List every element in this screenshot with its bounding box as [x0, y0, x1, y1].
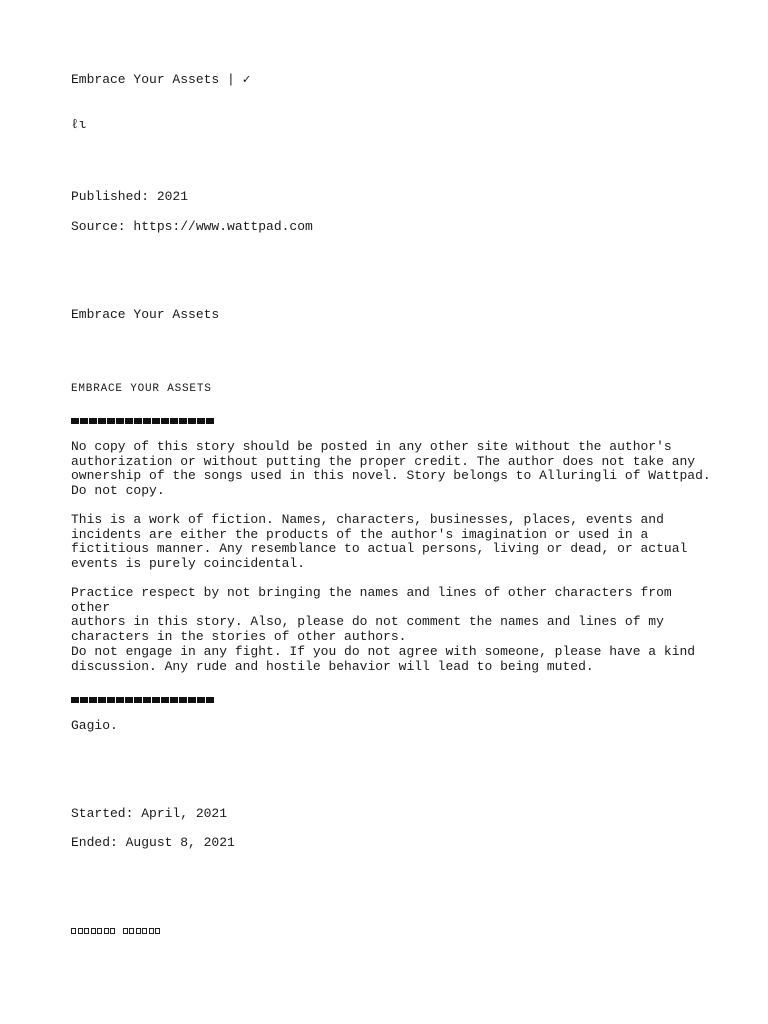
divider-bottom [71, 697, 215, 703]
divider-top [71, 418, 215, 424]
missing-glyph-boxes [71, 928, 162, 934]
book-title: Embrace Your Assets [71, 307, 220, 322]
title-line: Embrace Your Assets | ✓ [71, 72, 251, 87]
notice-paragraph-copy: No copy of this story should be posted in any other site without the author's authorization or without putting the proper credit. The author does not take any ownership of the songs used in this novel. Story belongs to Alluringli of Wattpad. Do not copy. [71, 439, 711, 498]
source-url: Source: https://www.wattpad.com [71, 219, 313, 234]
notice-paragraph-respect: Practice respect by not bringing the names and lines of other characters from other authors in this story. Also, please do not comment the names and lines of my characters in the stories of other authors. [71, 585, 672, 644]
small-caps-title: EMBRACE YOUR ASSETS [71, 383, 212, 395]
author-initials: ℓι [71, 117, 87, 132]
started-date: Started: April, 2021 [71, 806, 228, 821]
notice-paragraph-fiction: This is a work of fiction. Names, characters, businesses, places, events and incidents are either the products of the author's imagination or used in a fictitious manner. Any resemblance to actual persons, living or dead, or actual events is purely coincidental. [71, 512, 688, 571]
ended-date: Ended: August 8, 2021 [71, 835, 235, 850]
signoff: Gagio. [71, 718, 118, 733]
notice-paragraph-conduct: Do not engage in any fight. If you do not agree with someone, please have a kind discussion. Any rude and hostile behavior will lead to being muted. [71, 644, 696, 674]
published-date: Published: 2021 [71, 189, 189, 204]
